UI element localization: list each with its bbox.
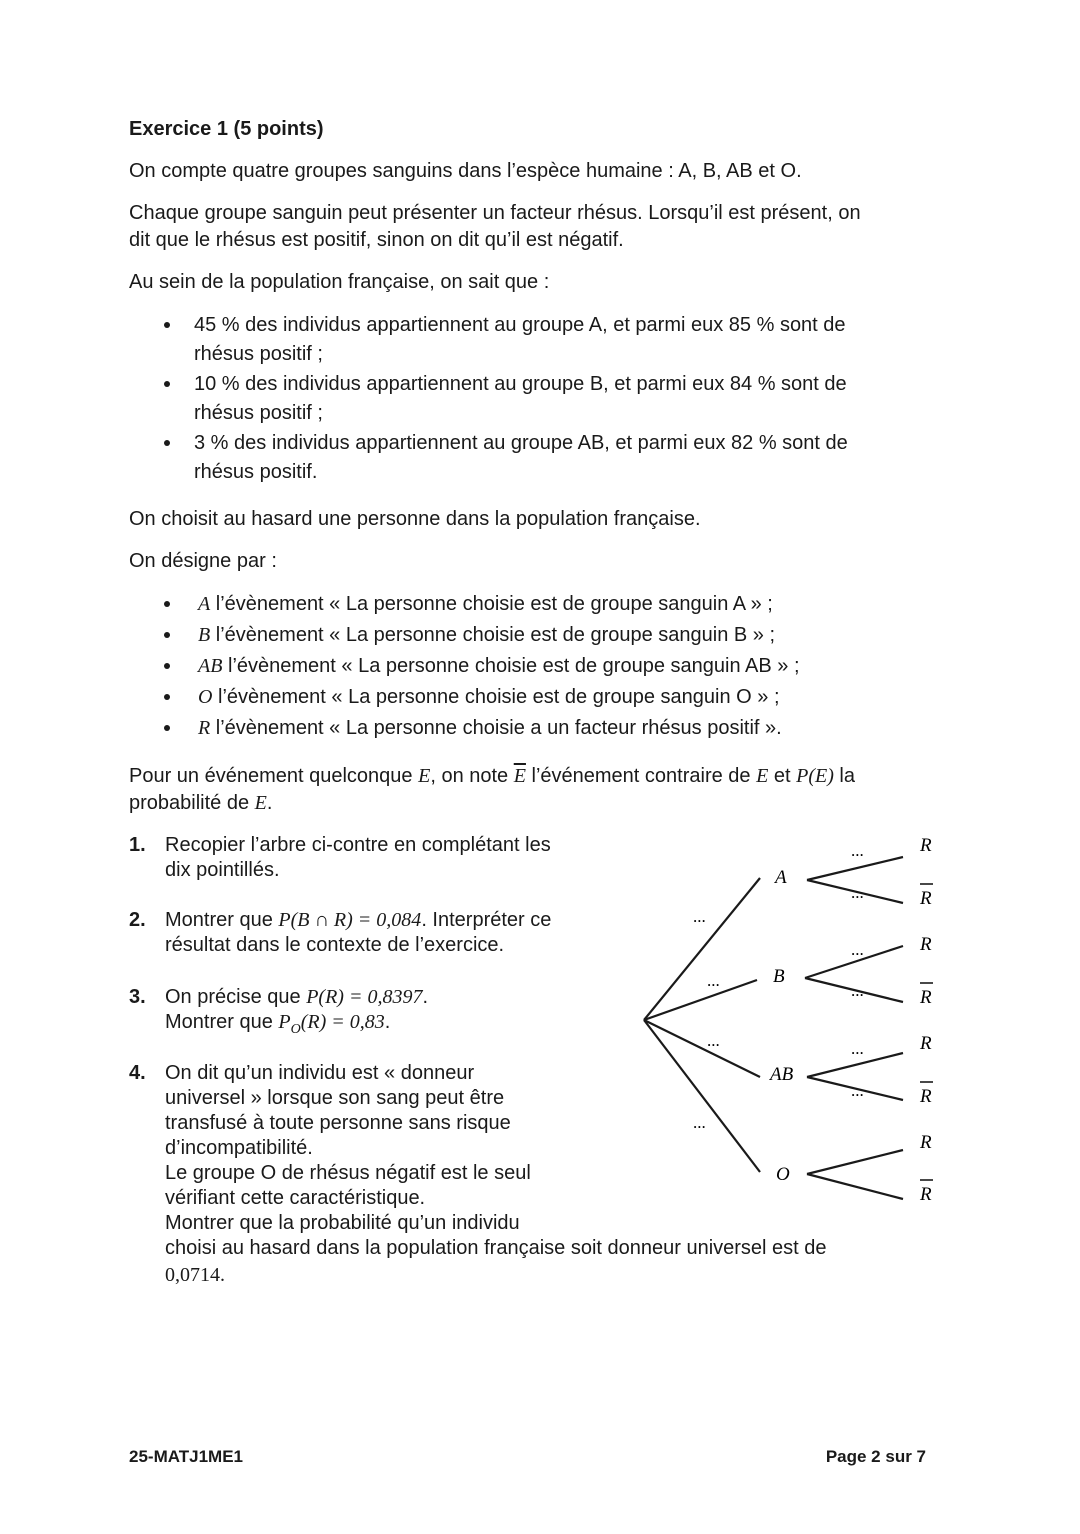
intro-paragraph-3: Au sein de la population française, on sait que : bbox=[129, 271, 550, 293]
branch-root-o bbox=[644, 1020, 760, 1172]
fact-ab-line-2: rhésus positif. bbox=[194, 461, 318, 483]
footer-page-number: Page 2 sur 7 bbox=[825, 1447, 926, 1466]
choice-sentence: On choisit au hasard une personne dans la population française. bbox=[129, 508, 701, 530]
blank-a-rbar: ... bbox=[851, 883, 864, 902]
question-1-line-2: dix pointillés. bbox=[165, 859, 280, 881]
tree-node-b: B bbox=[773, 966, 785, 987]
tree-leaf-r: R bbox=[920, 1033, 932, 1054]
tree-leaf-rbar: R bbox=[920, 1086, 932, 1107]
fact-b-line-2: rhésus positif ; bbox=[194, 402, 323, 424]
question-text: Montrer que bbox=[165, 1011, 279, 1033]
branch-root-ab bbox=[644, 1020, 760, 1077]
intro-paragraph-1: On compte quatre groupes sanguins dans l’espèce humaine : A, B, AB et O. bbox=[129, 160, 802, 182]
tree-leaf-r: R bbox=[920, 1132, 932, 1153]
tree-leaf-rbar: R bbox=[920, 987, 932, 1008]
blank-ab-rbar: ... bbox=[851, 1081, 864, 1100]
event-symbol: R bbox=[198, 717, 211, 739]
tree-leaf-rbar: R bbox=[920, 888, 932, 909]
question-4-line-4: d’incompatibilité. bbox=[165, 1137, 313, 1159]
branch-o-rbar bbox=[807, 1174, 903, 1199]
event-text: l’évènement « La personne choisie a un facteur rhésus positif ». bbox=[210, 717, 782, 739]
fact-a-line-1: 45 % des individus appartiennent au groupe A, et parmi eux 85 % sont de bbox=[194, 314, 846, 336]
tree-leaf-r: R bbox=[920, 835, 932, 856]
event-symbol: AB bbox=[198, 655, 223, 677]
question-number: 1. bbox=[129, 834, 146, 856]
question-number: 4. bbox=[129, 1062, 146, 1084]
tree-node-ab: AB bbox=[770, 1064, 794, 1085]
event-symbol: B bbox=[198, 624, 211, 646]
question-4-line-3: transfusé à toute personne sans risque bbox=[165, 1112, 511, 1134]
question-4-line-7: Montrer que la probabilité qu’un individu bbox=[165, 1212, 520, 1234]
math-expression: P(E) bbox=[796, 765, 834, 787]
question-number: 2. bbox=[129, 909, 146, 931]
question-4-line-6: vérifiant cette caractéristique. bbox=[165, 1187, 426, 1209]
question-4-line-1: On dit qu’un individu est « donneur bbox=[165, 1062, 475, 1084]
question-4-line-5: Le groupe O de rhésus négatif est le seul bbox=[165, 1162, 531, 1184]
math-symbol-complement: $\overline{E}$ bbox=[513, 765, 526, 787]
footer-code: 25-MATJ1ME1 bbox=[129, 1447, 243, 1466]
notation-text: probabilité de bbox=[129, 792, 255, 814]
event-symbol: A bbox=[198, 593, 211, 615]
blank-root-o: ... bbox=[693, 1113, 706, 1132]
math-subscript: O bbox=[290, 1022, 301, 1037]
question-text: . bbox=[384, 1011, 391, 1033]
question-4-line-2: universel » lorsque son sang peut être bbox=[165, 1087, 505, 1109]
question-4-line-9: 0,0714. bbox=[165, 1264, 225, 1286]
designate-sentence: On désigne par : bbox=[129, 550, 277, 572]
fact-b-line-1: 10 % des individus appartiennent au groupe B, et parmi eux 84 % sont de bbox=[194, 373, 847, 395]
tree-leaf-r: R bbox=[920, 934, 932, 955]
question-text: . bbox=[422, 986, 429, 1008]
event-text: l’évènement « La personne choisie est de groupe sanguin A » ; bbox=[210, 593, 773, 615]
math-expression: P(B ∩ R) = 0,084 bbox=[278, 909, 422, 931]
blank-root-ab: ... bbox=[707, 1031, 720, 1050]
math-expression: P bbox=[278, 1011, 291, 1033]
blank-ab-r: ... bbox=[851, 1039, 864, 1058]
branch-a-r bbox=[807, 857, 903, 880]
question-number: 3. bbox=[129, 986, 146, 1008]
tree-node-a: A bbox=[775, 867, 787, 888]
event-text: l’évènement « La personne choisie est de groupe sanguin AB » ; bbox=[222, 655, 800, 677]
notation-text: la bbox=[833, 765, 855, 787]
blank-root-a: ... bbox=[693, 907, 706, 926]
blank-b-r: ... bbox=[851, 940, 864, 959]
blank-root-b: ... bbox=[707, 971, 720, 990]
event-text: l’évènement « La personne choisie est de groupe sanguin B » ; bbox=[210, 624, 776, 646]
question-1-line-1: Recopier l’arbre ci-contre en complétant les bbox=[165, 834, 551, 856]
branch-o-r bbox=[807, 1150, 903, 1174]
question-2-line-2: résultat dans le contexte de l’exercice. bbox=[165, 934, 505, 956]
question-text: Montrer que bbox=[165, 909, 279, 931]
math-expression: (R) = 0,83 bbox=[300, 1011, 385, 1033]
question-4-line-8: choisi au hasard dans la population française soit donneur universel est de bbox=[165, 1237, 827, 1259]
math-expression: P(R) = 0,8397 bbox=[306, 986, 423, 1008]
notation-text: , on note bbox=[430, 765, 514, 787]
exercise-title: Exercice 1 (5 points) bbox=[129, 118, 324, 140]
blank-b-rbar: ... bbox=[851, 981, 864, 1000]
fact-ab-line-1: 3 % des individus appartiennent au groupe AB, et parmi eux 82 % sont de bbox=[194, 432, 848, 454]
notation-text: . bbox=[266, 792, 273, 814]
blank-a-r: ... bbox=[851, 841, 864, 860]
notation-text: et bbox=[768, 765, 797, 787]
question-text: On précise que bbox=[165, 986, 307, 1008]
tree-branches bbox=[644, 857, 903, 1199]
tree-node-o: O bbox=[776, 1164, 790, 1185]
intro-paragraph-2-line-1: Chaque groupe sanguin peut présenter un facteur rhésus. Lorsqu’il est présent, on bbox=[129, 202, 861, 224]
intro-paragraph-2-line-2: dit que le rhésus est positif, sinon on dit qu’il est négatif. bbox=[129, 229, 624, 251]
notation-text: l’événement contraire de bbox=[525, 765, 757, 787]
event-text: l’évènement « La personne choisie est de groupe sanguin O » ; bbox=[212, 686, 780, 708]
math-symbol: E bbox=[254, 792, 267, 814]
question-text: . Interpréter ce bbox=[421, 909, 552, 931]
math-symbol: E bbox=[418, 765, 431, 787]
fact-a-line-2: rhésus positif ; bbox=[194, 343, 323, 365]
notation-text: Pour un événement quelconque bbox=[129, 765, 419, 787]
math-symbol: E bbox=[756, 765, 769, 787]
event-symbol: O bbox=[198, 686, 213, 708]
tree-leaf-rbar: R bbox=[920, 1184, 932, 1205]
